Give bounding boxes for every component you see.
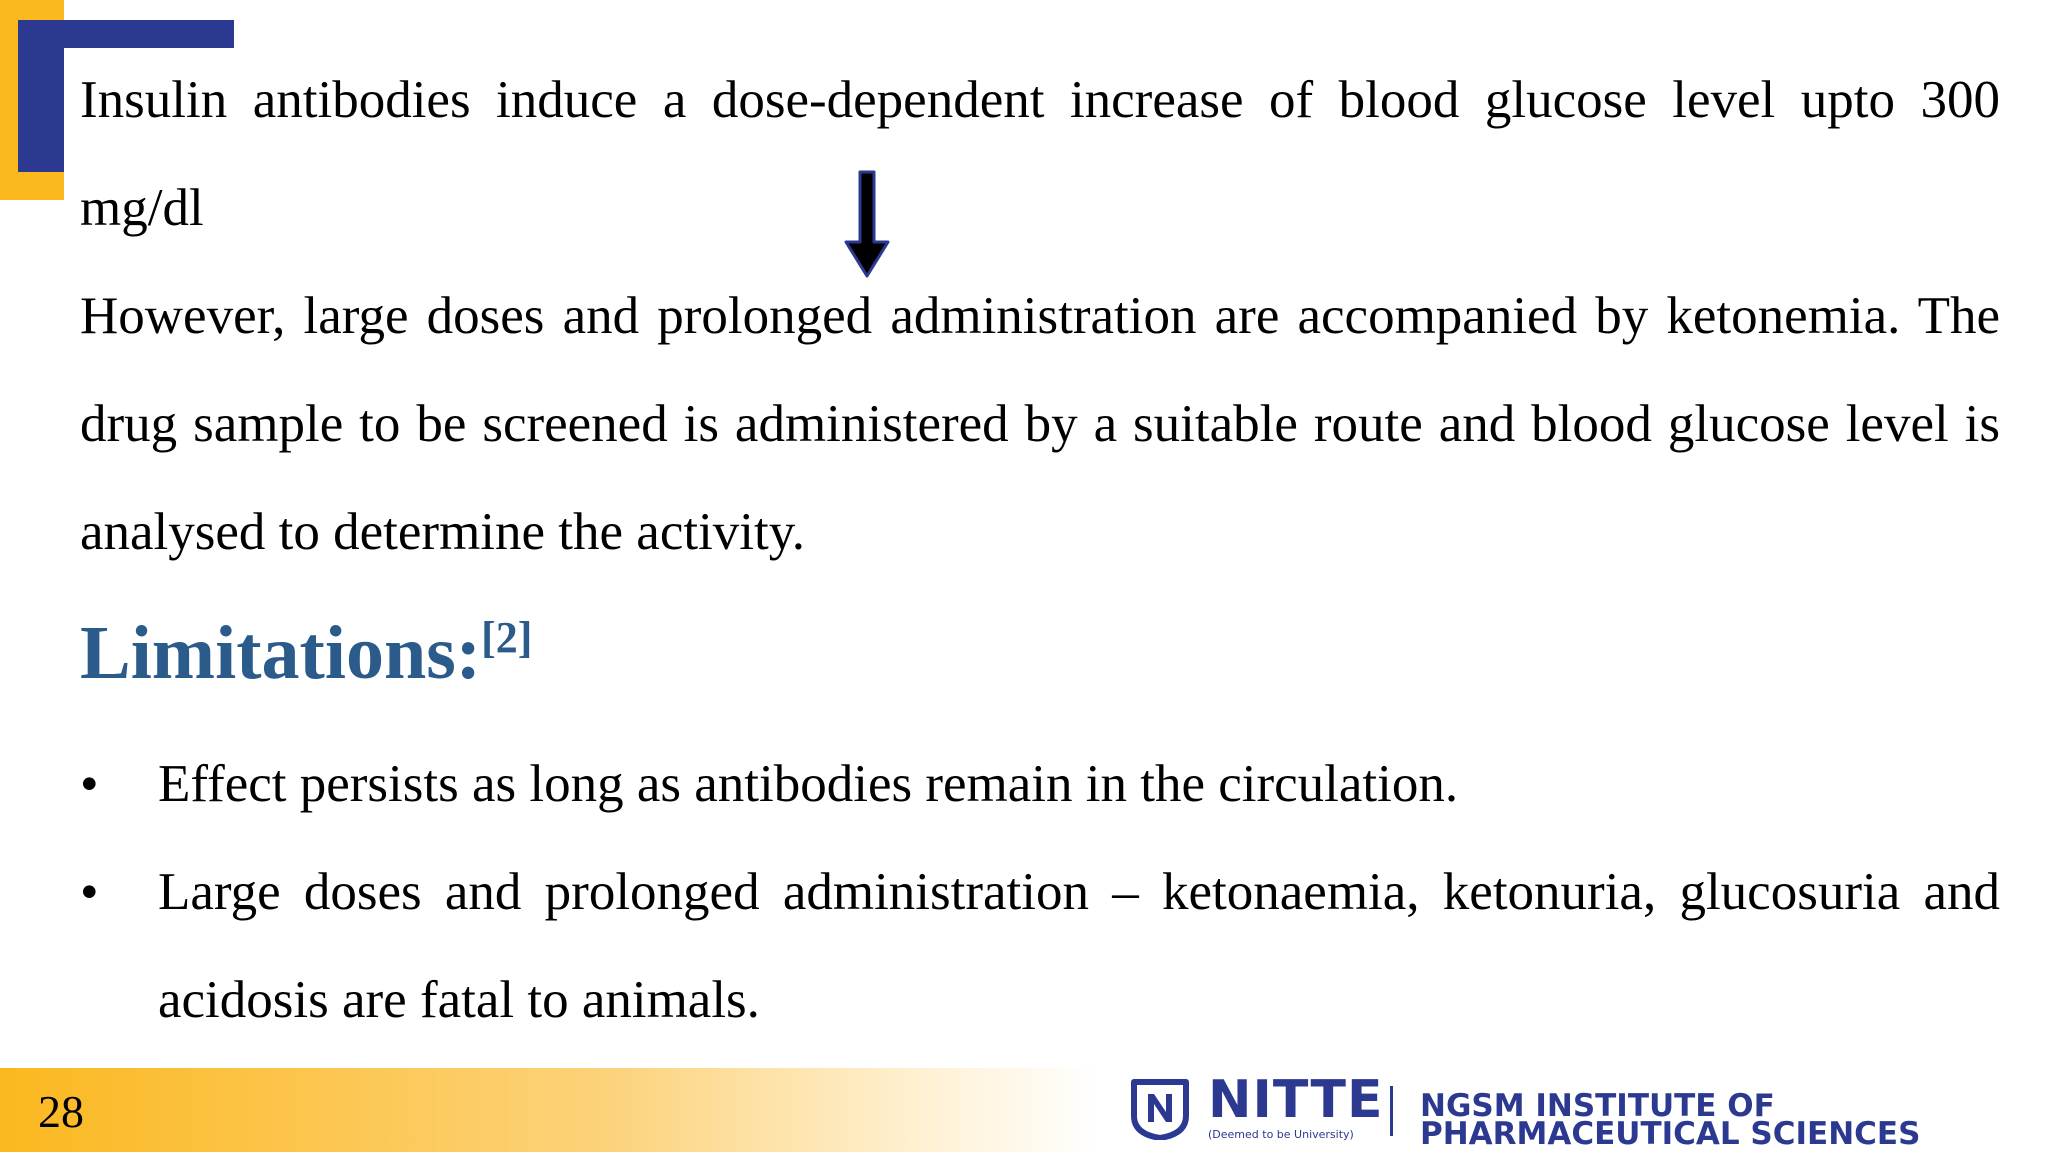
bullet-icon: • — [80, 863, 99, 921]
list-item — [80, 730, 2000, 838]
logo-tagline: (Deemed to be University) — [1208, 1128, 1354, 1141]
footer-band — [0, 1068, 1100, 1152]
list-item-text: Large doses and prolonged administration – ketonaemia, ketonuria, glucosuria and acidosis are fatal to animals. — [158, 863, 2000, 1029]
institute-name-line1: NGSM INSTITUTE OF — [1420, 1088, 1775, 1124]
nitte-logo-icon — [1128, 1076, 1192, 1140]
limitations-list — [80, 730, 2000, 1054]
logo-name: NITTE — [1208, 1070, 1384, 1130]
institution-logo — [1128, 1070, 2028, 1152]
paragraph-ketonemia: However, large doses and prolonged administration are accompanied by ketonemia. The drug sample to be screened is administered by a suitable route and blood glucose level is analysed to determine the activity. — [80, 287, 2000, 561]
reference-marker: [2] — [481, 613, 533, 662]
list-item — [80, 838, 2000, 1054]
limitations-heading-text: Limitations: — [80, 611, 482, 695]
limitations-heading — [80, 610, 532, 697]
corner-accent-blue-horizontal — [18, 20, 234, 48]
page-number: 28 — [38, 1086, 84, 1137]
logo-divider — [1390, 1086, 1393, 1136]
bullet-icon: • — [80, 755, 99, 813]
institute-name-line2: PHARMACEUTICAL SCIENCES — [1420, 1116, 1921, 1152]
list-item-text: Effect persists as long as antibodies remain in the circulation. — [158, 755, 1459, 813]
paragraph-insulin-antibodies: Insulin antibodies induce a dose-dependent increase of blood glucose level upto 300 mg/dl — [80, 71, 2000, 237]
